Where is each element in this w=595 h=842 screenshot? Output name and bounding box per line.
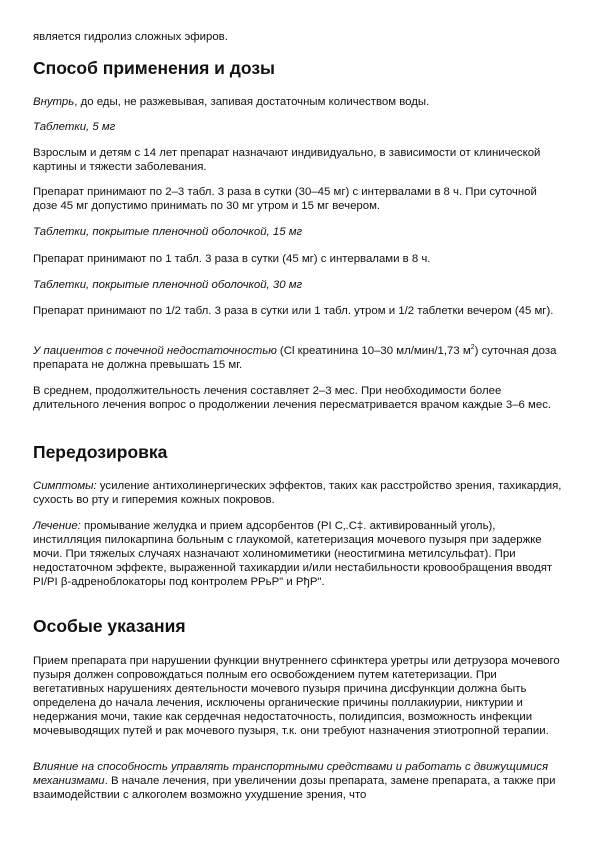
tab5-paragraph-1: Взрослым и детям с 14 лет препарат назначают индивидуально, в зависимости от клинической картины и тяжести заболевания. — [33, 147, 541, 173]
treatment-emphasis: Лечение: — [33, 520, 81, 532]
special-paragraph-1: Прием препарата при нарушении функции внутреннего сфинктера уретры или детрузора мочевого пузыря должен сопровождаться полным его освобождением путем катетеризации. При вегетативных нарушениях деятельности мочевого пузыря причина дисфункции должна быть определена до начала лечения, исключены органические причины поллакиурии, никтурии и недержания мочи, такие как сердечная недостаточность, полидипсия, возможность инфекции мочевыводящих путей и рак мочевого пузыря, т.к. они требуют назначения этиотропной терапии. — [33, 655, 560, 737]
route-emphasis: Внутрь — [33, 96, 75, 108]
dosage-heading: Способ применения и дозы — [33, 58, 275, 78]
tab15-heading: Таблетки, покрытые пленочной оболочкой, 15 мг — [33, 226, 303, 238]
renal-text-b: ) суточная доза препарата не должна превышать 15 мг. — [33, 345, 557, 371]
tab30-paragraph: Препарат принимают по 1/2 табл. 3 раза в сутки или 1 табл. утром и 1/2 таблетки вечером (45 мг). — [33, 305, 554, 317]
driving-emphasis: Влияние на способность управлять транспортными средствами и работать с движущимися механизмами — [33, 761, 549, 787]
renal-paragraph — [33, 344, 563, 372]
symptoms-text: усиление антихолинергических эффектов, таких как расстройство зрения, тахикардия, сухость во рту и гиперемия кожных покровов. — [33, 480, 562, 506]
intro-tail-text: является гидролиз сложных эфиров. — [33, 31, 228, 43]
overdose-heading: Передозировка — [33, 442, 168, 462]
tab5-heading: Таблетки, 5 мг — [33, 121, 116, 133]
tab30-heading: Таблетки, покрытые пленочной оболочкой, 30 мг — [33, 279, 303, 291]
duration-paragraph: В среднем, продолжительность лечения составляет 2–3 мес. При необходимости более длительного лечения вопрос о продолжении лечения пересматривается врачом каждые 3–6 мес. — [33, 385, 552, 411]
renal-text-a: (Cl креатинина 10–30 мл/мин/1,73 м — [276, 345, 471, 357]
driving-text: . В начале лечения, при увеличении дозы препарата, замене препарата, а также при взаимодействии с алкоголем возможно ухудшение зрения, что — [33, 775, 556, 801]
special-heading: Особые указания — [33, 616, 186, 636]
route-paragraph — [33, 95, 563, 109]
treatment-paragraph — [33, 519, 563, 589]
treatment-text: промывание желудка и прием адсорбентов (РІ С‚.С‡. активированный уголь), инстилляция пилокарпина больным с глаукомой, катетеризация мочевого пузыря при задержке мочи. При тяжелых случаях назначают холиномиметики (неостигмина метилсульфат). При недостаточном эффекте, выраженной тахикардии и/или нестабильности кровообращения вводят РІ/РІ β-адреноблокаторы под контролем РРьР" и РђР". — [33, 520, 553, 588]
symptoms-paragraph — [33, 479, 563, 507]
driving-paragraph — [33, 760, 563, 802]
tab5-paragraph-2: Препарат принимают по 2–3 табл. 3 раза в сутки (30–45 мг) с интервалами в 8 ч. При суточной дозе 45 мг допустимо принимать по 30 мг утром и 15 мг вечером. — [33, 186, 537, 212]
symptoms-emphasis: Симптомы: — [33, 480, 97, 492]
tab15-paragraph: Препарат принимают по 1 табл. 3 раза в сутки (45 мг) с интервалами в 8 ч. — [33, 253, 431, 265]
renal-superscript: 2 — [470, 344, 475, 351]
renal-emphasis: У пациентов с почечной недостаточностью — [33, 345, 277, 357]
route-text: , до еды, не разжевывая, запивая достаточным количеством воды. — [74, 96, 430, 108]
